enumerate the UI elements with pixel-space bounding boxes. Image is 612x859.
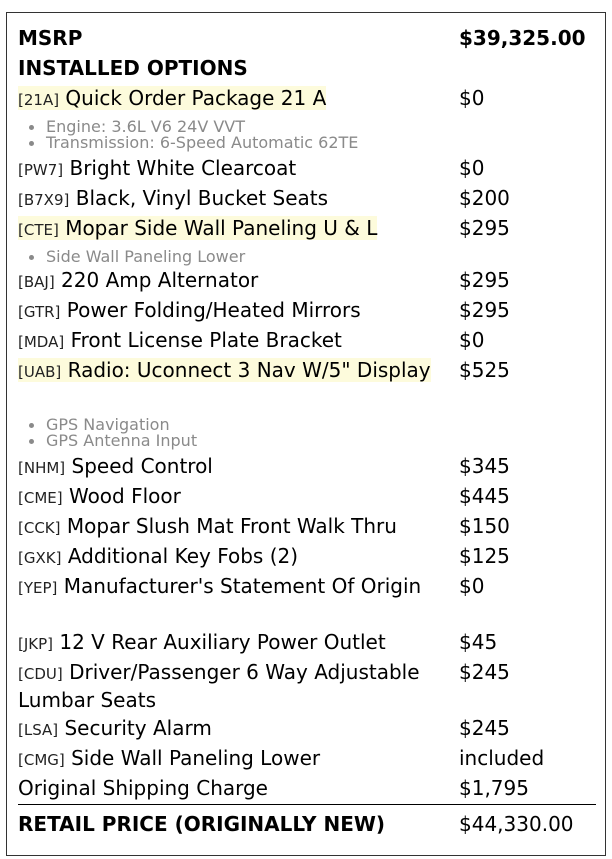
option-code: [B7X9] bbox=[18, 191, 70, 209]
option-name-cell bbox=[18, 745, 450, 773]
option-code: [CME] bbox=[18, 489, 63, 507]
option-name: Front License Plate Bracket bbox=[70, 328, 342, 352]
shipping-label: Original Shipping Charge bbox=[18, 776, 268, 800]
option-name-cell bbox=[18, 513, 450, 541]
option-name-cell bbox=[18, 453, 450, 481]
option-price: $45 bbox=[459, 630, 498, 654]
option-code: [LSA] bbox=[18, 721, 59, 739]
option-name: Quick Order Package 21 A bbox=[65, 86, 327, 110]
option-code: [NHM] bbox=[18, 459, 66, 477]
option-name: Security Alarm bbox=[64, 716, 212, 740]
option-name: Bright White Clearcoat bbox=[69, 156, 297, 180]
retail-price-value: $44,330.00 bbox=[459, 812, 574, 836]
option-code: [CMG] bbox=[18, 751, 65, 769]
option-name: Radio: Uconnect 3 Nav W/5" Display bbox=[67, 358, 431, 382]
option-code: [MDA] bbox=[18, 333, 65, 351]
option-name-cell bbox=[18, 629, 450, 657]
shipping-value: $1,795 bbox=[459, 776, 529, 800]
option-note: Engine: 3.6L V6 24V VVT bbox=[25, 119, 358, 135]
option-price: $0 bbox=[459, 574, 485, 598]
option-price: $150 bbox=[459, 514, 510, 538]
option-code: [CCK] bbox=[18, 519, 61, 537]
option-name: Wood Floor bbox=[68, 484, 181, 508]
option-code: [YEP] bbox=[18, 579, 58, 597]
option-price: $245 bbox=[459, 660, 510, 684]
option-price: $345 bbox=[459, 454, 510, 478]
option-price: $125 bbox=[459, 544, 510, 568]
msrp-value: $39,325.00 bbox=[459, 26, 586, 50]
option-code: [21A] bbox=[18, 91, 60, 109]
option-name-cell bbox=[18, 715, 450, 743]
option-name-cell bbox=[18, 215, 450, 243]
option-name-cell bbox=[18, 267, 450, 295]
option-name: 220 Amp Alternator bbox=[61, 268, 259, 292]
retail-price-label: RETAIL PRICE (ORIGINALLY NEW) bbox=[18, 812, 386, 836]
option-note: Transmission: 6-Speed Automatic 62TE bbox=[25, 135, 358, 151]
window-sticker-panel bbox=[6, 12, 606, 856]
option-name-cell bbox=[18, 573, 450, 601]
option-note: Side Wall Paneling Lower bbox=[25, 249, 245, 265]
option-price: $0 bbox=[459, 156, 485, 180]
option-name: Speed Control bbox=[71, 454, 213, 478]
option-name-cell bbox=[18, 659, 450, 713]
installed-options-heading: INSTALLED OPTIONS bbox=[18, 56, 248, 80]
option-price: $0 bbox=[459, 86, 485, 110]
option-name: Mopar Side Wall Paneling U & L bbox=[65, 216, 378, 240]
option-price: $525 bbox=[459, 358, 510, 382]
option-name: Mopar Slush Mat Front Walk Thru bbox=[66, 514, 397, 538]
option-name-cell bbox=[18, 543, 450, 571]
option-name: Black, Vinyl Bucket Seats bbox=[75, 186, 329, 210]
option-name: 12 V Rear Auxiliary Power Outlet bbox=[59, 630, 386, 654]
option-name: Manufacturer's Statement Of Origin bbox=[63, 574, 422, 598]
option-price: included bbox=[459, 746, 545, 770]
option-price: $245 bbox=[459, 716, 510, 740]
option-name: Power Folding/Heated Mirrors bbox=[66, 298, 361, 322]
option-name: Additional Key Fobs (2) bbox=[67, 544, 299, 568]
option-price: $0 bbox=[459, 328, 485, 352]
option-name: Side Wall Paneling Lower bbox=[71, 746, 321, 770]
option-price: $200 bbox=[459, 186, 510, 210]
option-name-cell bbox=[18, 483, 450, 511]
option-code: [CTE] bbox=[18, 221, 59, 239]
option-code: [BAJ] bbox=[18, 273, 55, 291]
option-notes bbox=[25, 119, 358, 151]
msrp-label: MSRP bbox=[18, 26, 83, 50]
option-name-cell bbox=[18, 357, 450, 385]
option-price: $295 bbox=[459, 216, 510, 240]
option-name-cell bbox=[18, 185, 450, 213]
total-divider bbox=[18, 804, 596, 805]
option-code: [GTR] bbox=[18, 303, 61, 321]
option-code: [JKP] bbox=[18, 635, 54, 653]
option-code: [UAB] bbox=[18, 363, 62, 381]
option-note: GPS Antenna Input bbox=[25, 433, 197, 449]
option-name-cell bbox=[18, 327, 450, 355]
option-note: GPS Navigation bbox=[25, 417, 197, 433]
option-name-cell bbox=[18, 155, 450, 183]
option-notes bbox=[25, 249, 245, 265]
option-price: $295 bbox=[459, 268, 510, 292]
option-notes bbox=[25, 417, 197, 449]
option-name: Driver/Passenger 6 Way Adjustable Lumbar Seats bbox=[18, 660, 420, 712]
option-code: [GXK] bbox=[18, 549, 62, 567]
option-code: [PW7] bbox=[18, 161, 64, 179]
option-name-cell bbox=[18, 85, 450, 113]
option-price: $445 bbox=[459, 484, 510, 508]
option-price: $295 bbox=[459, 298, 510, 322]
option-name-cell bbox=[18, 297, 450, 325]
option-code: [CDU] bbox=[18, 665, 63, 683]
